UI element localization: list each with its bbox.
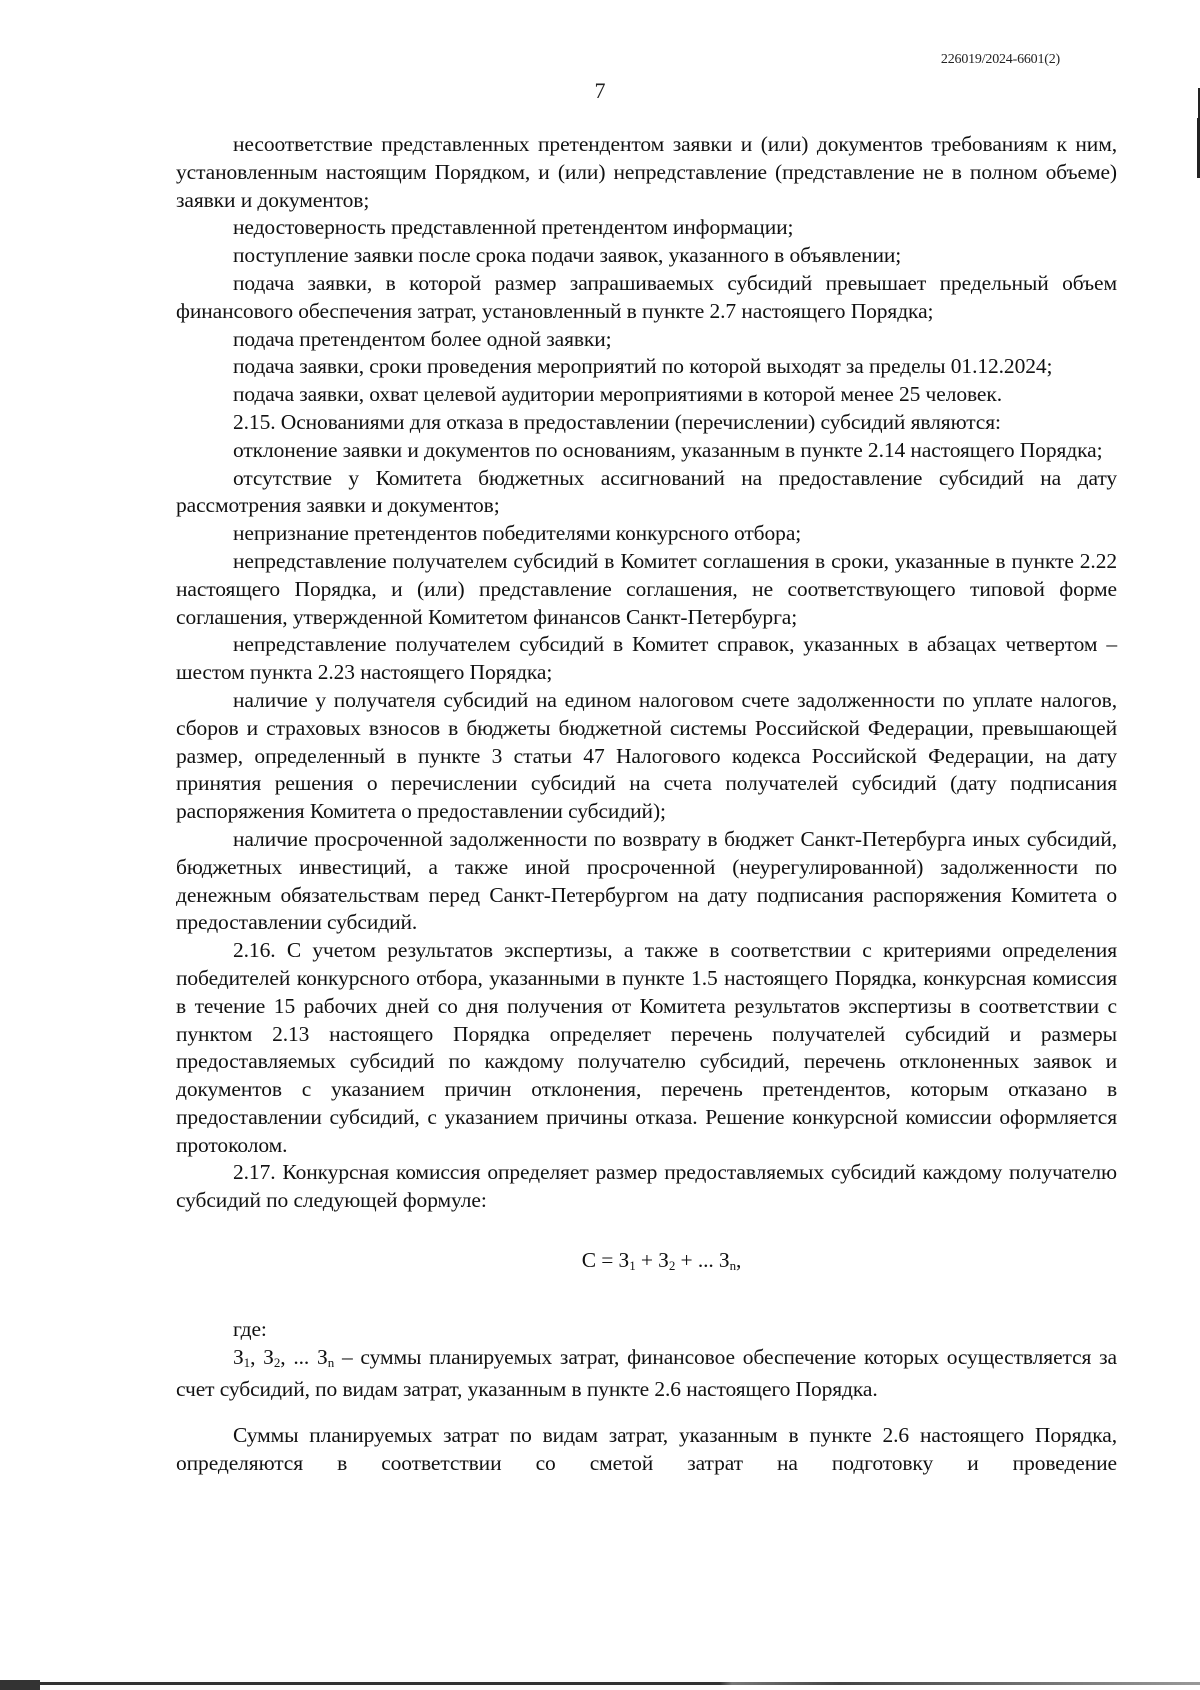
paragraph: 2.17. Конкурсная комиссия определяет размер предоставляемых субсидий каждому получателю субсидий по следующей формуле: xyxy=(176,1160,1117,1213)
paragraph: непризнание претендентов победителями конкурсного отбора; xyxy=(233,521,802,546)
paragraph: Суммы планируемых затрат по видам затрат, указанным в пункте 2.6 настоящего Порядка, определяются в соответствии со сметой затрат на подготовку и проведение xyxy=(176,1423,1117,1476)
paragraph: подача заявки, в которой размер запрашиваемых субсидий превышает предельный объем финансового обеспечения затрат, установленный в пункте 2.7 настоящего Порядка; xyxy=(176,270,1117,323)
formula: $С = З_1 + З_2$ + ... $З_n$, xyxy=(581,1248,742,1274)
paragraph: непредставление получателем субсидий в Комитет справок, указанных в абзацах четвертом – шестом пункта 2.23 настоящего Порядка; xyxy=(176,632,1117,685)
where-label: где: xyxy=(233,1316,267,1341)
paragraph: наличие у получателя субсидий на едином налоговом счете задолженности по уплате налогов, сборов и страховых взносов в бюджеты бюджетной системы Российской Федерации, превышающей размер, определенный в пункте 3 статьи 47 Налогового кодекса Российской Федерации, на дату принятия решения о перечислении субсидий на счета получателей субсидий (дату подписания распоряжения Комитета о предоставлении субсидий); xyxy=(176,687,1117,824)
paragraph: отсутствие у Комитета бюджетных ассигнований на предоставление субсидий на дату рассмотрения заявки и документов; xyxy=(176,465,1117,518)
paragraph: недостоверность представленной претендентом информации; xyxy=(233,215,794,240)
paragraph: непредставление получателем субсидий в Комитет соглашения в сроки, указанные в пункте 2.22 настоящего Порядка, и (или) представление соглашения, не соответствующего типовой форме соглашения, утвержденной Комитетом финансов Санкт-Петербурга; xyxy=(176,548,1117,629)
paragraph: 2.15. Основаниями для отказа в предоставлении (перечислении) субсидий являются: xyxy=(233,409,1001,434)
scan-bottom-line xyxy=(0,1682,1200,1685)
page-number: 7 xyxy=(594,78,606,103)
paragraph: подача заявки, охват целевой аудитории мероприятиями в которой менее 25 человек. xyxy=(233,382,1002,407)
paragraph: наличие просроченной задолженности по возврату в бюджет Санкт-Петербурга иных субсидий, бюджетных инвестиций, а также иной просроченной (неурегулированной) задолженности по денежным обязательствам перед Санкт-Петербургом на дату подписания распоряжения Комитета о предоставлении субсидий. xyxy=(176,826,1117,935)
paragraph: поступление заявки после срока подачи заявок, указанного в объявлении; xyxy=(233,243,902,268)
document-id: 226019/2024-6601(2) xyxy=(940,52,1060,67)
paragraph: 2.16. С учетом результатов экспертизы, а также в соответствии с критериями определения победителей конкурсного отбора, указанными в пункте 1.5 настоящего Порядка, конкурсная комиссия в течение 15 рабочих дней со дня получения от Комитета результатов экспертизы в соответствии с пунктом 2.13 настоящего Порядка определяет перечень получателей субсидий и размеры предоставляемых субсидий по каждому получателю субсидий, перечень отклоненных заявок и документов с указанием причин отклонения, перечень претендентов, которым отказано в предоставлении субсидий, с указанием причины отказа. Решение конкурсной комиссии оформляется протоколом. xyxy=(176,938,1117,1157)
paragraph: несоответствие представленных претендентом заявки и (или) документов требованиям к ним, установленным настоящим Порядком, и (или) непредставление (представление не в полном объеме) заявки и документов; xyxy=(176,132,1117,212)
document-body xyxy=(176,131,1117,1478)
formula-definition: $З_1$, $З_2$, ... $З_n$ – суммы планируемых затрат, финансовое обеспечение которых осуществляется за счет субсидий, по видам затрат, указанным в пункте 2.6 настоящего Порядка. xyxy=(176,1344,1117,1402)
paragraph: подача претендентом более одной заявки; xyxy=(233,326,612,351)
paragraph: подача заявки, сроки проведения мероприятий по которой выходят за пределы 01.12.2024; xyxy=(233,354,1053,379)
paragraph: отклонение заявки и документов по основаниям, указанным в пункте 2.14 настоящего Порядка; xyxy=(233,437,1103,462)
